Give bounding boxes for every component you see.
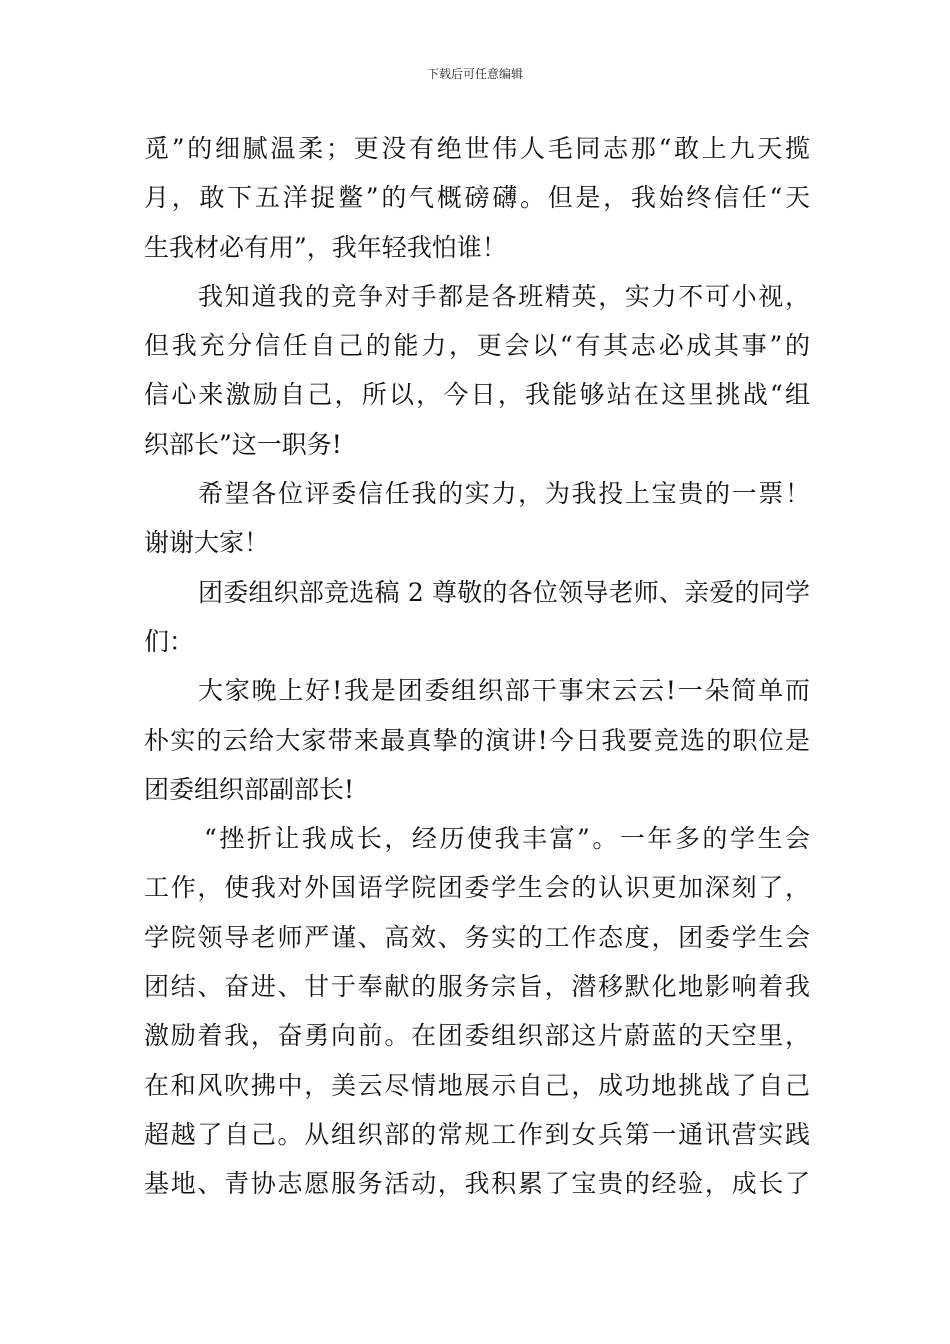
text-line: 工作，使我对外国语学院团委学生会的认识更加深刻了，: [144, 873, 810, 903]
page-header-note: 下载后可任意编辑: [426, 67, 523, 81]
text-line: 觅”的细腻温柔；更没有绝世伟人毛同志那“敢上九天揽: [144, 134, 810, 163]
text-line: 基地、青协志愿服务活动，我积累了宝贵的经验，成长了: [144, 1169, 810, 1199]
text-line: 在和风吹拂中，美云尽情地展示自己，成功地挑战了自己: [144, 1070, 810, 1100]
text-line: 生我材必有用”，我年轻我怕谁！: [144, 232, 507, 262]
text-line: 超越了自己。从组织部的常规工作到女兵第一通讯营实践: [144, 1119, 810, 1149]
text-line: 但我充分信任自己的能力，更会以“有其志必成其事”的: [144, 331, 810, 361]
text-line: 们：: [144, 626, 195, 656]
document-body: [144, 124, 810, 1209]
text-line: 团委组织部副部长!: [144, 774, 355, 804]
text-line: 希望各位评委信任我的实力，为我投上宝贵的一票！: [198, 479, 810, 509]
text-line: 团委组织部竞选稿 2 尊敬的各位领导老师、亲爱的同学: [198, 577, 810, 607]
text-line: 激励着我，奋勇向前。在团委组织部这片蔚蓝的天空里，: [144, 1021, 810, 1051]
text-line: 织部长”这一职务!: [144, 429, 342, 459]
text-line: 学院领导老师严谨、高效、务实的工作态度，团委学生会: [144, 922, 810, 952]
text-line: 信心来激励自己，所以，今日，我能够站在这里挑战“组: [144, 380, 810, 410]
text-line: 朴实的云给大家带来最真挚的演讲!今日我要竞选的职位是: [144, 725, 810, 755]
text-line: 我知道我的竞争对手都是各班精英，实力不可小视，: [198, 281, 810, 311]
text-line: 大家晚上好!我是团委组织部干事宋云云!一朵简单而: [198, 676, 810, 706]
text-line: 谢谢大家！: [144, 528, 270, 558]
text-line: 月，敢下五洋捉鳖”的气概磅礴。但是，我始终信任“天: [144, 183, 810, 213]
text-line: “挫折让我成长，经历使我丰富”。一年多的学生会: [204, 824, 810, 854]
text-line: 团结、奋进、甘于奉献的服务宗旨，潜移默化地影响着我: [144, 972, 810, 1002]
